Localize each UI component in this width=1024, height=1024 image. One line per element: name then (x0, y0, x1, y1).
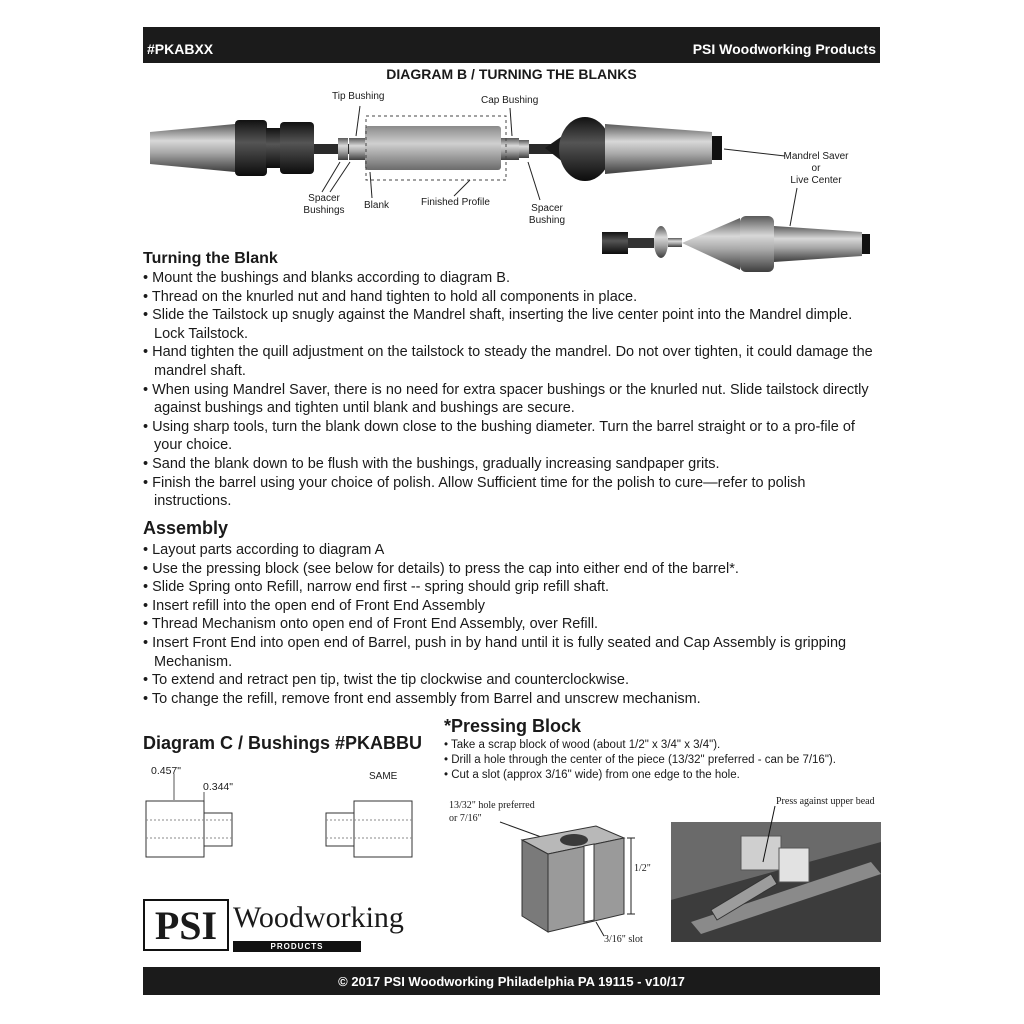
list-item: • Mount the bushings and blanks according to diagram B. (143, 269, 883, 288)
logo-mark: PSI (143, 899, 229, 951)
brand-name: PSI Woodworking Products (692, 41, 876, 57)
list-item: • Slide Spring onto Refill, narrow end first -- spring should grip refill shaft. (143, 578, 883, 597)
list-item: • To change the refill, remove front end assembly from Barrel and unscrew mechanism. (143, 690, 883, 709)
hole-label: 13/32" hole preferred or 7/16" (449, 800, 535, 824)
same-label: SAME (369, 771, 398, 782)
tip-bushing (349, 138, 365, 160)
cap-bushing (501, 138, 519, 160)
block-side (522, 840, 548, 932)
list-item: • Using sharp tools, turn the blank down close to the bushing diameter. Turn the barrel straight or to a pro-file of your choice. (143, 418, 883, 455)
mandrel-diagram (0, 0, 1024, 260)
list-item: • Take a scrap block of wood (about 1/2" x 3/4" x 3/4"). (444, 738, 836, 753)
assembly-list (143, 541, 883, 708)
list-item: • Finish the barrel using your choice of polish. Allow Sufficient time for the polish to cure—refer to polish instructions. (143, 474, 883, 511)
block-hole (560, 834, 588, 846)
list-item: • When using Mandrel Saver, there is no need for extra spacer bushings or the knurled nut. Slide tailstock directly against bushings and tighten until blank and bushings are secure. (143, 381, 883, 418)
live-center-body (740, 216, 774, 272)
mandrel-saver-collet (602, 232, 628, 254)
footer-bar (143, 967, 880, 995)
assembly-heading: Assembly (143, 518, 229, 538)
live-center-cup (559, 117, 611, 181)
press-label: Press against upper bead (776, 796, 875, 807)
label-tip-bushing: Tip Bushing (332, 91, 385, 102)
collet-body (280, 122, 314, 174)
list-item: • Insert refill into the open end of Front End Assembly (143, 597, 883, 616)
list-item: • Thread Mechanism onto open end of Front End Assembly, over Refill. (143, 615, 883, 634)
spacer-bushing-right (519, 140, 529, 158)
label-mandrel-saver: Mandrel Saver or Live Center (783, 151, 849, 186)
pressing-block-list (444, 738, 836, 783)
psi-logo (143, 899, 404, 955)
part-number: #PKABXX (147, 41, 214, 57)
label-blank: Blank (364, 200, 390, 211)
dim-small-label: 0.344" (203, 781, 234, 793)
logo-word: Woodworking (233, 901, 404, 934)
label-spacer-bushing: Spacer Bushing (528, 203, 566, 226)
logo-sub: PRODUCTS (233, 941, 361, 952)
list-item: • Cut a slot (approx 3/16" wide) from one edge to the hole. (444, 768, 836, 783)
pressing-block-heading: *Pressing Block (444, 716, 582, 736)
bushing-diagrams (140, 770, 440, 870)
spacer-bushing-left (338, 138, 348, 160)
slot-label: 3/16" slot (604, 934, 643, 945)
bushing-large (146, 801, 204, 857)
blank (365, 126, 501, 170)
collet-nut (235, 120, 267, 176)
headstock-taper (150, 124, 235, 172)
tailstock-taper (605, 124, 712, 174)
block-slot (584, 844, 594, 922)
label-finished-profile: Finished Profile (421, 197, 490, 208)
pressing-block-drawing (500, 810, 700, 950)
dim-large-label: 0.457" (151, 765, 182, 777)
label-spacer-bushings: Spacer Bushings (303, 193, 345, 216)
turning-list (143, 269, 883, 511)
turning-heading: Turning the Blank (143, 250, 278, 267)
list-item: • Insert Front End into open end of Barrel, push in by hand until it is fully seated and Cap Assembly is gripping Mechanism. (143, 634, 883, 671)
list-item: • Slide the Tailstock up snugly against the Mandrel shaft, inserting the live center point into the Mandrel dimple. Lock Tailstock. (143, 306, 883, 343)
list-item: • Thread on the knurled nut and hand tighten to hold all components in place. (143, 288, 883, 307)
live-center-cone (682, 218, 740, 270)
footer-copyright: © 2017 PSI Woodworking Philadelphia PA 19115 - v10/17 (338, 973, 685, 989)
bushing-small-step-2 (326, 813, 354, 846)
bushing-small-step (204, 813, 232, 846)
list-item: • Use the pressing block (see below for details) to press the cap into either end of the barrel*. (143, 560, 883, 579)
lathe-photo (671, 822, 881, 942)
list-item: • Sand the blank down to be flush with the bushings, gradually increasing sandpaper grits. (143, 455, 883, 474)
list-item: • Layout parts according to diagram A (143, 541, 883, 560)
list-item: • Drill a hole through the center of the piece (13/32" preferred - can be 7/16"). (444, 753, 836, 768)
list-item: • Hand tighten the quill adjustment on the tailstock to steady the mandrel. Do not over tighten, it could damage the mandrel shaft. (143, 343, 883, 380)
pressing-block-on-lathe (741, 836, 781, 870)
diagram-c-title: Diagram C / Bushings #PKABBU (143, 733, 423, 753)
bushing-large-2 (354, 801, 412, 857)
height-label: 1/2" (634, 863, 651, 874)
mandrel-saver-bushing (654, 226, 668, 258)
label-cap-bushing: Cap Bushing (481, 95, 539, 106)
diagram-b-title: DIAGRAM B / TURNING THE BLANKS (386, 66, 637, 82)
list-item: • To extend and retract pen tip, twist the tip clockwise and counterclockwise. (143, 671, 883, 690)
